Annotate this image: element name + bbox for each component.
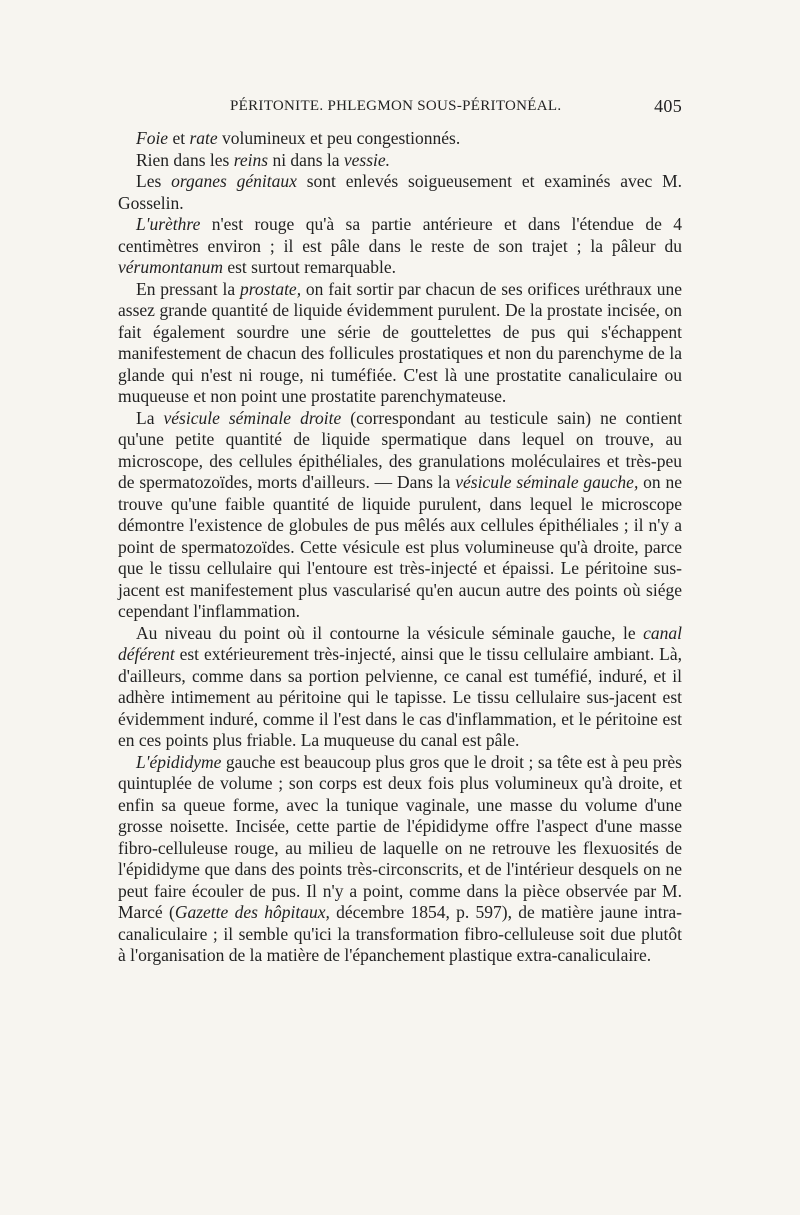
italic-text: L'épididyme — [136, 751, 222, 772]
text-run: est surtout remarquable. — [222, 257, 396, 277]
text-run: ni dans la — [268, 149, 344, 170]
paragraph-8 — [118, 752, 682, 967]
text-run: sont enlevés soigueusement et examinés avec M. Gosselin. — [118, 171, 683, 213]
text-run: décembre 1854, p. 597), de matière jaune intra-canaliculaire ; il semble qu'ici la transformation fibro-celluleuse soit due plutôt à l'organisation de la matière de l'épanchement plastique extra-canaliculaire. — [118, 902, 682, 965]
italic-text: rate — [189, 128, 218, 148]
text-run: n'est rouge qu'à sa partie antérieure et dans l'étendue de 4 centimètres environ ; il est pâle dans le reste de son trajet ; la pâleur du — [118, 214, 682, 256]
italic-text: vésicule séminale droite — [163, 407, 342, 428]
text-run: Les — [136, 171, 172, 191]
text-run: (correspondant au testicule sain) ne contient qu'une petite quantité de liquide spermatique dans lequel on trouve, au microscope, des cellules épithéliales, des granulations moléculaires et très-peu de spermatozoïdes, morts d'ailleurs. — Dans la — [118, 407, 682, 492]
paragraph-4 — [118, 214, 682, 279]
italic-text: reins — [233, 149, 269, 170]
text-run: Rien dans les — [136, 149, 234, 170]
paragraph-2 — [118, 150, 682, 172]
italic-text: vérumontanum — [118, 257, 223, 277]
italic-text: Gazette des hôpitaux, — [174, 902, 330, 922]
paragraph-7 — [118, 623, 682, 752]
page-number: 405 — [654, 96, 682, 116]
text-run: on fait sortir par chacun de ses orifices uréthraux une assez grande quantité de liquide évidemment purulent. De la prostate incisée, on fait également sourdre une série de gouttelettes de pus qui s'échappent manifestement de chacun des follicules prostatiques et non du parenchyme de la glande qui n'est ni rouge, ni tuméfiée. C'est là une prostatite canaliculaire ou muqueuse et non point une prostatite parenchymateuse. — [118, 278, 682, 406]
italic-text: canal déférent — [118, 622, 682, 664]
text-run: gauche est beaucoup plus gros que le droit ; sa tête est à peu près quintuplée de volume ; son corps est deux fois plus volumineux qu'à droite, et enfin sa queue forme, avec la tunique vaginale, une masse du volume d'une grosse noisette. Incisée, cette partie de l'épididyme offre l'aspect d'une masse fibro-celluleuse rouge, au milieu de laquelle on ne retrouve les flexuosités de l'épididyme que dans des points très-circonscrits, et de l'intérieur desquels on ne peut faire écouler de pus. Il n'y a point, comme dans la pièce observée par M. Marcé ( — [118, 751, 682, 922]
paragraph-1 — [118, 128, 682, 150]
text-run: est extérieurement très-injecté, ainsi que le tissu cellulaire ambiant. Là, d'ailleurs, comme dans sa portion pelvienne, ce canal est tuméfié, induré, et il adhère intimement au péritoine qui le tapisse. Le tissu cellulaire sus-jacent est évidemment induré, comme il l'est dans le cas d'inflammation, et le péritoine est en ces points plus friable. La muqueuse du canal est pâle. — [118, 644, 682, 750]
text-run: La — [136, 407, 164, 428]
text-run: volumineux et peu congestionnés. — [217, 128, 461, 148]
running-title: PÉRITONITE. PHLEGMON SOUS-PÉRITONÉAL. — [230, 98, 562, 114]
running-head — [118, 96, 682, 120]
text-run: et — [168, 128, 190, 148]
text-run: En pressant la — [136, 278, 240, 299]
body-text — [118, 128, 682, 967]
text-run: Au niveau du point où il contourne la vésicule séminale gauche, le — [136, 622, 644, 643]
italic-text: organes génitaux — [171, 171, 297, 191]
italic-text: Foie — [136, 128, 169, 148]
italic-text: prostate, — [239, 278, 302, 299]
italic-text: vésicule séminale gauche, — [455, 472, 639, 492]
paragraph-6 — [118, 408, 682, 623]
italic-text: vessie. — [343, 149, 391, 170]
paragraph-3 — [118, 171, 682, 214]
italic-text: L'urèthre — [136, 214, 201, 234]
paragraph-5 — [118, 279, 682, 408]
text-run: on ne trouve qu'une faible quantité de liquide purulent, dans lequel le microscope démontre l'existence de globules de pus mêlés aux cellules épithéliales ; il n'y a point de spermatozoïdes. Cette vésicule est plus volumineuse qu'à droite, parce que le tissu cellulaire qui l'entoure est très-injecté et épaissi. Le péritoine sus-jacent est manifestement plus vascularisé qu'en aucun autre des points où siége cependant l'inflammation. — [118, 472, 682, 621]
